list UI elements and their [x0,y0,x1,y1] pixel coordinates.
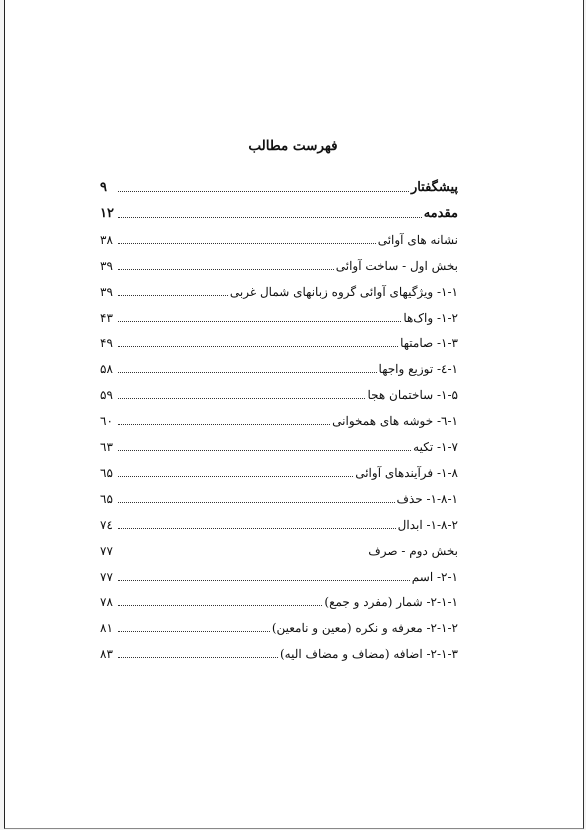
toc-entry [100,383,458,403]
toc-entry-page-number: ۴۹ [100,336,113,351]
toc-entry [100,357,458,377]
toc-entry-label: ۲-۱-۱- شمار (مفرد و جمع) [324,595,458,610]
dot-leader [118,656,278,658]
toc-entry-label: نشانه های آوائی [377,232,458,247]
toc-entry-page-number: ۷٤ [100,517,113,532]
toc-entry-label: ۲-۱- اسم [411,569,458,584]
toc-entry-page-number: ٦۵ [100,465,113,480]
toc-entry-page-number: ۴۳ [100,310,113,325]
toc-entry-page-number: ٦۳ [100,440,113,454]
dot-leader [118,320,401,322]
toc-entry-page-number: ٦۵ [100,491,113,506]
dot-leader [118,397,365,399]
toc-entry-label: پیشگفتار [410,180,458,195]
toc-entry-label: ۱-۸-۲- ابدال [397,517,458,532]
dot-leader [118,268,334,270]
toc-entry-page-number: ۷۷ [100,569,113,584]
toc-entry [100,409,458,429]
toc-entry-page-number: ۱۲ [100,205,114,221]
toc-entry [100,306,458,326]
toc-entry-page-number: ۸۱ [100,621,113,636]
toc-entry [100,590,458,610]
dot-leader [118,501,395,503]
toc-entry [100,487,458,507]
dot-leader [118,294,228,296]
toc-entry [100,435,458,455]
page-title: فهرست مطالب [248,138,338,154]
toc-entry [100,642,458,662]
toc-entry-label: ۱-۳- صامتها [400,336,458,351]
dot-leader [118,475,353,477]
toc-entry [100,513,458,533]
toc-entry-page-number: ۵۸ [100,362,113,377]
toc-entry [100,539,458,559]
dot-leader [118,345,398,347]
toc-entry [100,616,458,636]
toc-entry-page-number: ۳۹ [100,284,113,299]
toc-entry-label: بخش اول - ساخت آوائی [335,258,458,273]
dot-leader [118,423,330,425]
toc-entry-label: ۱-۷- تکیه [413,440,458,454]
toc-entry-page-number: ۳۹ [100,258,113,273]
toc-entry-label: ۱-۸- فرآیندهای آوائی [355,465,458,480]
toc-entry [100,280,458,300]
toc-entry-page-number: ۷۷ [100,543,113,558]
dot-leader [118,554,366,555]
toc-entry-label: ۱-۱- ویژگیهای آوائی گروه زبانهای شمال غربی [229,284,458,299]
toc-entry-label: ۱-۸-۱- حذف [396,491,458,506]
toc-entry-page-number: ٦۰ [100,414,113,429]
toc-entry-page-number: ۹ [100,180,107,195]
toc-entry-page-number: ۷۸ [100,595,113,610]
dot-leader [118,216,422,218]
toc-entry-label: ۲-۱-۲- معرفه و نکره (معین و نامعین) [271,621,458,636]
toc-entry [100,228,458,248]
toc-entry-page-number: ۳۸ [100,232,113,247]
toc-entry [100,254,458,274]
dot-leader [118,371,377,373]
toc-entry-label: ۱-٤- توزیع واجها [378,362,458,377]
toc-entry [100,565,458,585]
toc-entry [100,202,458,222]
toc-entry-label: بخش دوم - صرف [368,543,458,558]
dot-leader [118,190,409,192]
toc-entry [100,461,458,481]
toc-entry-label: ۱-۵- ساختمان هجا [367,388,458,403]
dot-leader [118,630,270,632]
dot-leader [118,242,376,244]
toc-entry-label: مقدمه [423,205,458,221]
dot-leader [118,527,396,529]
toc-entry-label: ۱-۲- واک‌ها [403,310,458,325]
toc-entry-page-number: ۸۳ [100,647,113,662]
toc-entry-label: ۱-٦- خوشه های همخوانی [332,414,458,429]
toc-entry-label: ۲-۱-۳- اضافه (مضاف و مضاف الیه) [280,647,458,662]
toc-entry [100,331,458,351]
toc-entry [100,176,458,196]
dot-leader [118,604,322,606]
dot-leader [118,449,411,451]
dot-leader [118,579,410,581]
toc-entry-page-number: ۵۹ [100,388,113,403]
